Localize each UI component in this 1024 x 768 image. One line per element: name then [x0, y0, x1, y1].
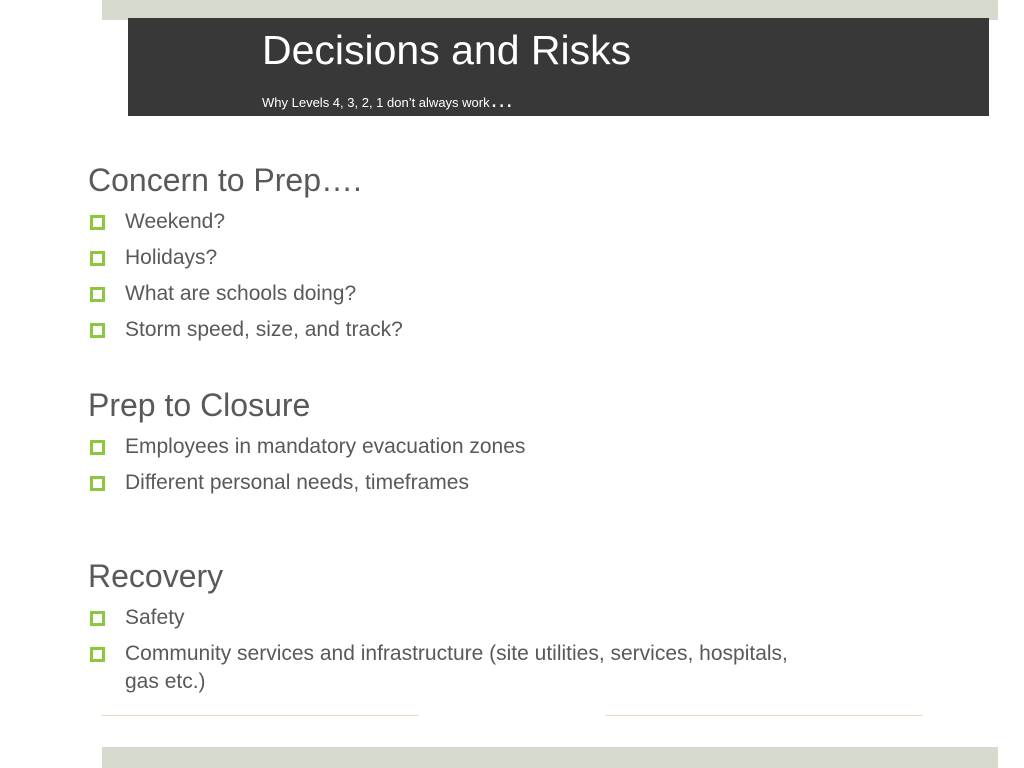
- square-bullet-icon: [90, 647, 105, 662]
- list-item: Weekend?: [88, 208, 825, 236]
- list-item: What are schools doing?: [88, 280, 825, 308]
- list-item: Safety: [88, 604, 825, 632]
- section-heading-recovery: Recovery: [88, 558, 224, 594]
- slide-title: Decisions and Risks: [262, 27, 632, 73]
- subtitle-text: Why Levels 4, 3, 2, 1 don’t always work: [262, 95, 490, 110]
- slide-subtitle: [262, 86, 515, 113]
- square-bullet-icon: [90, 476, 105, 491]
- top-decor-band: [102, 0, 998, 20]
- square-bullet-icon: [90, 440, 105, 455]
- list-item: Employees in mandatory evacuation zones: [88, 433, 825, 461]
- square-bullet-icon: [90, 611, 105, 626]
- list-item: Different personal needs, timeframes: [88, 469, 825, 497]
- bullet-list-concern: [88, 208, 825, 352]
- subtitle-ellipsis: …: [489, 86, 515, 113]
- section-heading-prep: Prep to Closure: [88, 387, 311, 423]
- footer-divider-left: [102, 715, 418, 716]
- square-bullet-icon: [90, 323, 105, 338]
- list-item: Storm speed, size, and track?: [88, 316, 825, 344]
- square-bullet-icon: [90, 251, 105, 266]
- list-item: Holidays?: [88, 244, 825, 272]
- title-banner: [128, 18, 989, 116]
- list-item: Community services and infrastructure (site utilities, services, hospitals, gas etc.): [88, 640, 825, 696]
- bullet-list-recovery: [88, 604, 825, 704]
- square-bullet-icon: [90, 287, 105, 302]
- bullet-list-prep: [88, 433, 825, 505]
- section-heading-concern: Concern to Prep….: [88, 162, 362, 198]
- bottom-decor-band: [102, 747, 998, 768]
- square-bullet-icon: [90, 215, 105, 230]
- footer-divider-right: [606, 715, 922, 716]
